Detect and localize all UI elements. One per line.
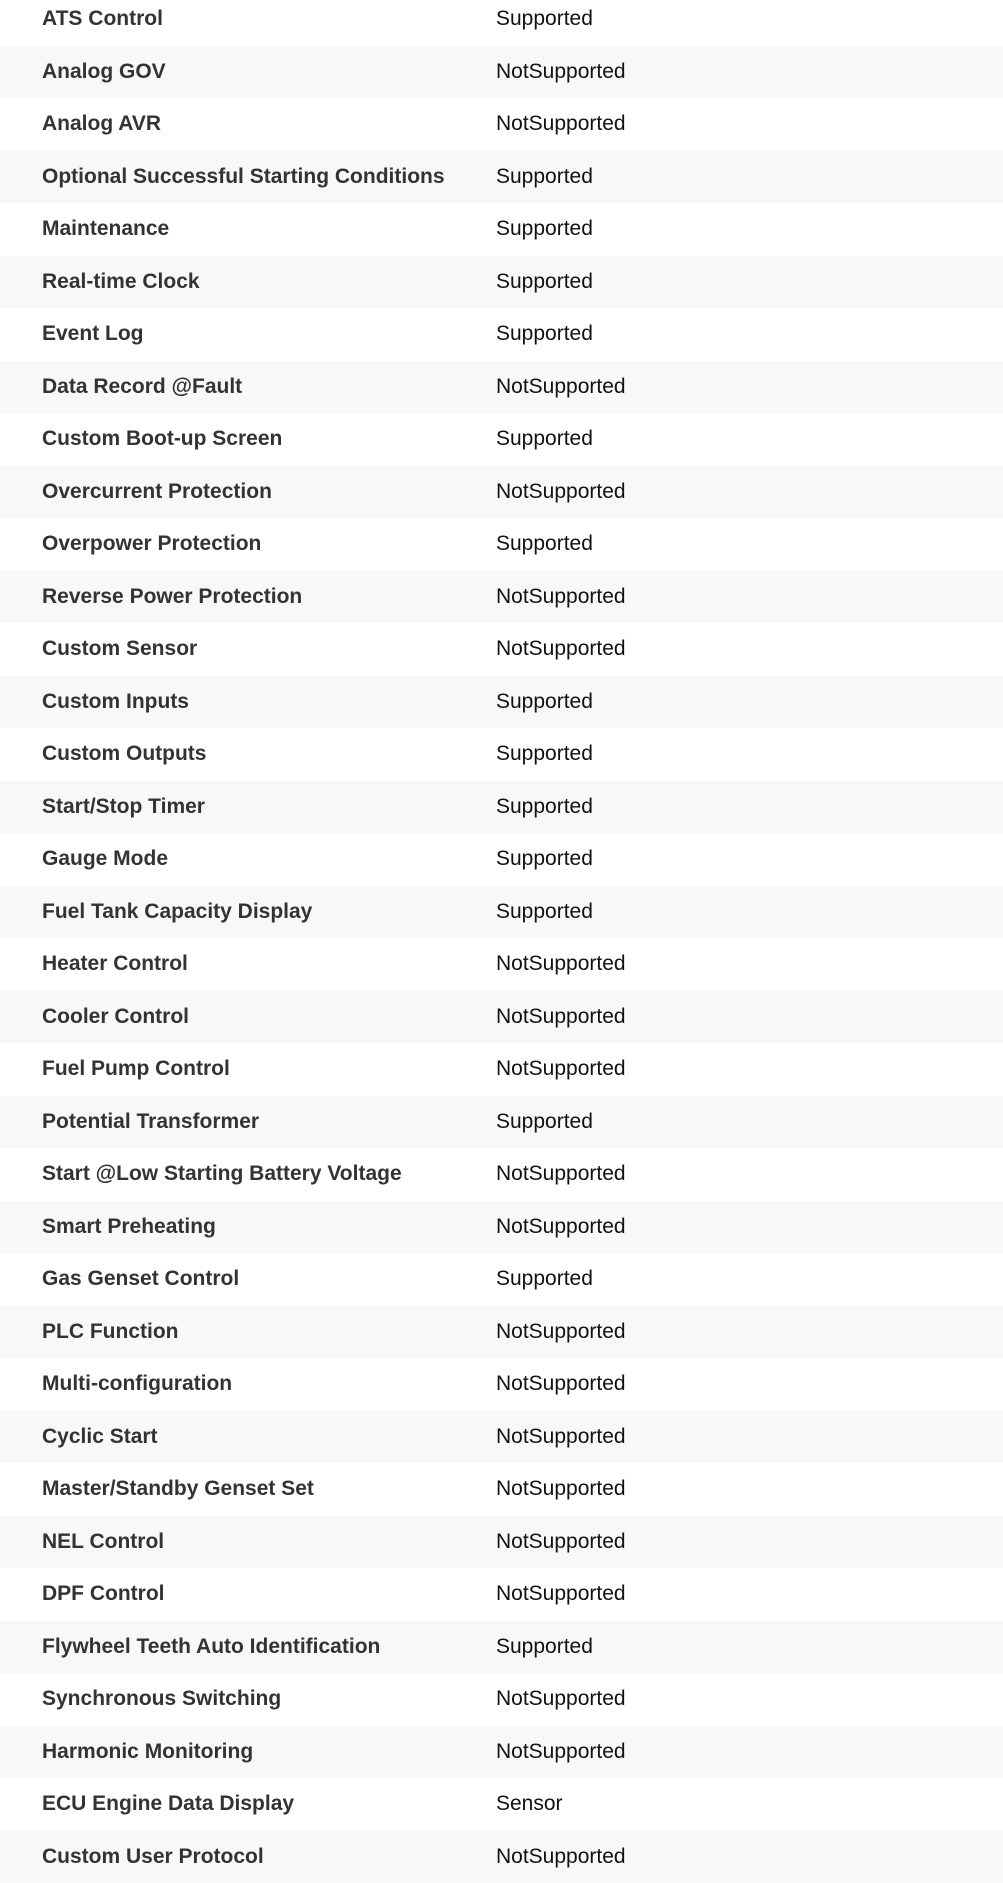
feature-support-status: Supported — [453, 7, 593, 31]
feature-support-status: NotSupported — [453, 480, 626, 504]
feature-name: Cyclic Start — [0, 1425, 453, 1449]
table-row — [0, 1463, 1003, 1516]
feature-name: Analog GOV — [0, 60, 453, 84]
feature-support-status: NotSupported — [453, 1740, 626, 1764]
table-row — [0, 781, 1003, 834]
table-row — [0, 1358, 1003, 1411]
feature-support-status: NotSupported — [453, 1320, 626, 1344]
table-row — [0, 1778, 1003, 1831]
feature-support-status: NotSupported — [453, 375, 626, 399]
feature-support-status: Supported — [453, 427, 593, 451]
feature-name: Data Record @Fault — [0, 375, 453, 399]
table-row — [0, 1096, 1003, 1149]
feature-support-status: NotSupported — [453, 112, 626, 136]
feature-name: Cooler Control — [0, 1005, 453, 1029]
table-row — [0, 1673, 1003, 1726]
feature-name: Synchronous Switching — [0, 1687, 453, 1711]
feature-name: Flywheel Teeth Auto Identification — [0, 1635, 453, 1659]
feature-support-status: NotSupported — [453, 1425, 626, 1449]
table-row — [0, 46, 1003, 99]
feature-support-status: NotSupported — [453, 1215, 626, 1239]
feature-name: Custom Boot-up Screen — [0, 427, 453, 451]
table-row — [0, 1043, 1003, 1096]
feature-name: Heater Control — [0, 952, 453, 976]
table-row — [0, 151, 1003, 204]
feature-support-status: NotSupported — [453, 1057, 626, 1081]
table-row — [0, 728, 1003, 781]
feature-name: Gauge Mode — [0, 847, 453, 871]
table-row — [0, 676, 1003, 729]
table-row — [0, 1726, 1003, 1779]
feature-support-status: Supported — [453, 900, 593, 924]
feature-support-status: Supported — [453, 270, 593, 294]
feature-support-status: NotSupported — [453, 1162, 626, 1186]
table-row — [0, 938, 1003, 991]
table-row — [0, 623, 1003, 676]
feature-name: Reverse Power Protection — [0, 585, 453, 609]
feature-support-status: NotSupported — [453, 1582, 626, 1606]
table-row — [0, 886, 1003, 939]
feature-name: ECU Engine Data Display — [0, 1792, 453, 1816]
feature-support-status: Supported — [453, 165, 593, 189]
feature-name: Potential Transformer — [0, 1110, 453, 1134]
table-row — [0, 1516, 1003, 1569]
table-row — [0, 1568, 1003, 1621]
table-row — [0, 308, 1003, 361]
feature-support-status: Supported — [453, 1267, 593, 1291]
feature-support-status: Supported — [453, 742, 593, 766]
feature-support-status: Supported — [453, 690, 593, 714]
feature-name: Custom Inputs — [0, 690, 453, 714]
feature-support-status: NotSupported — [453, 637, 626, 661]
table-row — [0, 256, 1003, 309]
table-row — [0, 1201, 1003, 1254]
feature-name: Custom User Protocol — [0, 1845, 453, 1869]
feature-name: Harmonic Monitoring — [0, 1740, 453, 1764]
feature-name: PLC Function — [0, 1320, 453, 1344]
table-row — [0, 571, 1003, 624]
feature-name: Maintenance — [0, 217, 453, 241]
feature-name: Multi-configuration — [0, 1372, 453, 1396]
feature-support-status: NotSupported — [453, 1530, 626, 1554]
feature-name: Fuel Tank Capacity Display — [0, 900, 453, 924]
table-row — [0, 98, 1003, 151]
table-row — [0, 203, 1003, 256]
feature-support-status: Supported — [453, 532, 593, 556]
feature-support-status: Supported — [453, 795, 593, 819]
feature-name: Custom Sensor — [0, 637, 453, 661]
table-row — [0, 518, 1003, 571]
feature-name: Analog AVR — [0, 112, 453, 136]
feature-name: Gas Genset Control — [0, 1267, 453, 1291]
table-row — [0, 1148, 1003, 1201]
feature-support-status: Supported — [453, 217, 593, 241]
feature-support-status: NotSupported — [453, 585, 626, 609]
feature-support-status: NotSupported — [453, 952, 626, 976]
table-row — [0, 833, 1003, 886]
feature-support-status: NotSupported — [453, 1687, 626, 1711]
feature-support-status: Supported — [453, 1110, 593, 1134]
feature-name: NEL Control — [0, 1530, 453, 1554]
feature-support-status: NotSupported — [453, 1005, 626, 1029]
feature-support-status: Supported — [453, 322, 593, 346]
feature-name: Custom Outputs — [0, 742, 453, 766]
feature-name: Master/Standby Genset Set — [0, 1477, 453, 1501]
feature-support-status: Supported — [453, 1635, 593, 1659]
feature-name: Overpower Protection — [0, 532, 453, 556]
table-row — [0, 1253, 1003, 1306]
feature-support-status: Sensor — [453, 1792, 563, 1816]
feature-name: Start/Stop Timer — [0, 795, 453, 819]
feature-support-status: NotSupported — [453, 60, 626, 84]
feature-name: Overcurrent Protection — [0, 480, 453, 504]
feature-name: Event Log — [0, 322, 453, 346]
table-row — [0, 466, 1003, 519]
feature-support-status: NotSupported — [453, 1477, 626, 1501]
feature-name: Real-time Clock — [0, 270, 453, 294]
table-row — [0, 413, 1003, 466]
feature-name: Optional Successful Starting Conditions — [0, 165, 453, 189]
table-row — [0, 361, 1003, 414]
table-row — [0, 1621, 1003, 1674]
table-row — [0, 1831, 1003, 1883]
feature-support-status: NotSupported — [453, 1372, 626, 1396]
feature-name: Smart Preheating — [0, 1215, 453, 1239]
feature-support-status: Supported — [453, 847, 593, 871]
feature-support-status: NotSupported — [453, 1845, 626, 1869]
table-row — [0, 1306, 1003, 1359]
feature-name: Start @Low Starting Battery Voltage — [0, 1162, 453, 1186]
feature-name: Fuel Pump Control — [0, 1057, 453, 1081]
feature-name: ATS Control — [0, 7, 453, 31]
table-row — [0, 0, 1003, 46]
feature-name: DPF Control — [0, 1582, 453, 1606]
table-row — [0, 991, 1003, 1044]
table-row — [0, 1411, 1003, 1464]
